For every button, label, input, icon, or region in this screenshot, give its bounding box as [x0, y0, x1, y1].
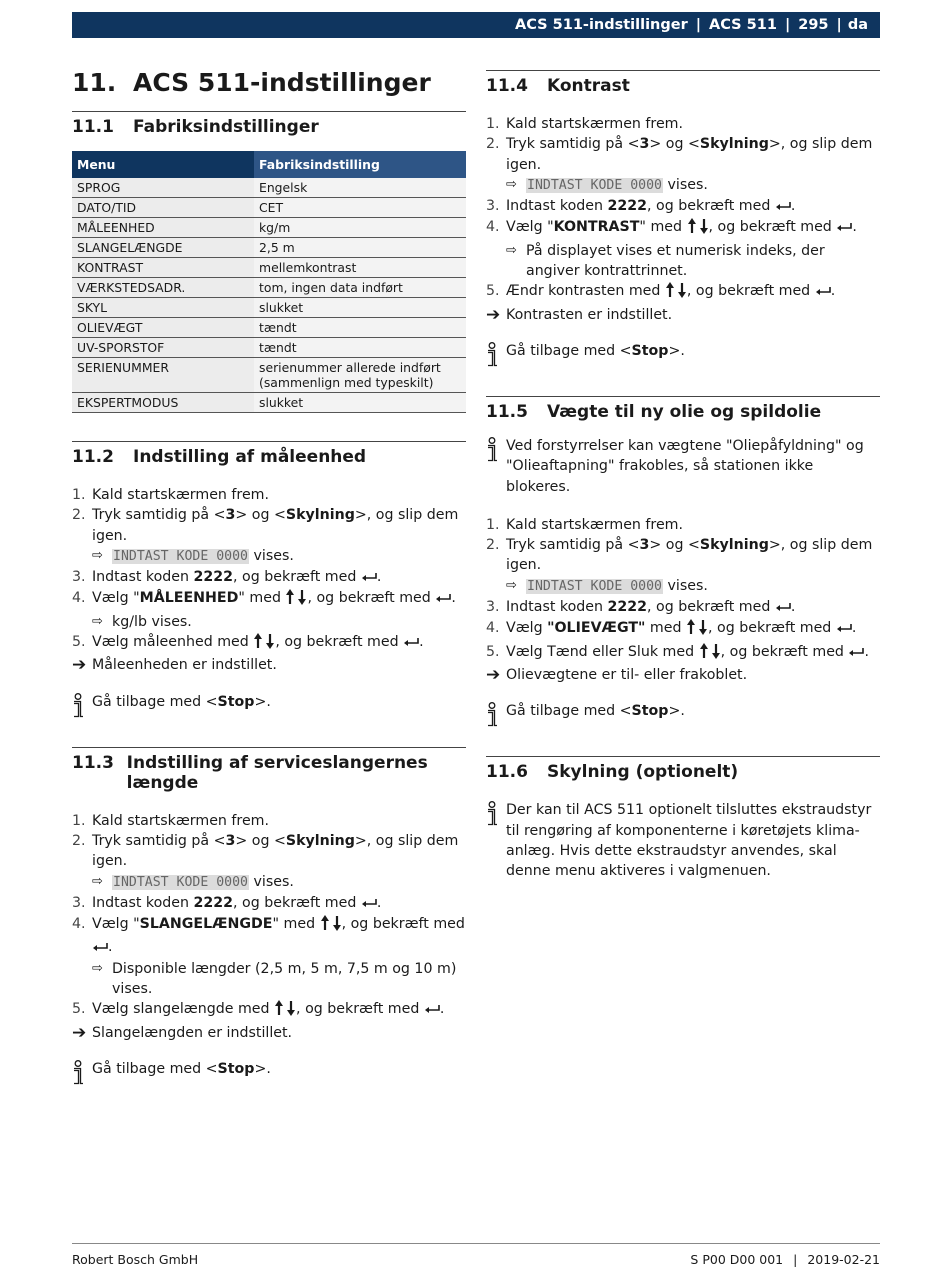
info-note: Ved forstyrrelser kan vægtene "Oliepåfyldning" og "Olieaftapning" frakobles, så stationen ikke blokeres. — [486, 436, 880, 497]
steps-list — [486, 114, 880, 325]
up-down-arrows-icon — [320, 915, 342, 937]
info-icon — [72, 1059, 92, 1086]
section-11-3-title: 11.3 Indstilling af serviceslangernes længde — [72, 747, 466, 793]
list-item: 3. Indtast koden 2222, og bekræft med . — [486, 597, 880, 618]
list-item: 5. Vælg måleenhed med , og bekræft med . — [72, 632, 466, 655]
list-item: 1. Kald startskærmen frem. — [72, 487, 269, 503]
list-item: 5. Ændr kontrasten med , og bekræft med . — [486, 281, 880, 304]
up-down-arrows-icon — [285, 589, 307, 611]
bold-arrow-icon: ➔ — [72, 1022, 87, 1043]
enter-key-icon — [424, 1000, 440, 1020]
info-note: Gå tilbage med <Stop>. — [72, 692, 466, 719]
display-code: INDTAST KODE 0000 — [527, 578, 662, 594]
enter-key-icon — [836, 218, 852, 238]
result-arrow-icon: ⇨ — [92, 547, 103, 563]
header-language: da — [847, 17, 868, 33]
list-item: ⇨ INDTAST KODE 0000 vises. — [486, 576, 880, 597]
list-item: ⇨ På displayet vises et numerisk indeks, der angiver kontrattrinnet. — [486, 241, 880, 282]
list-item: 2. Tryk samtidig på <3> og <Skylning>, og slip dem igen. — [72, 832, 459, 870]
page-footer: Robert Bosch GmbH S P00 D00 001 | 2019-02-21 — [72, 1243, 880, 1267]
section-11-1-title: 11.1 Fabriksindstillinger — [72, 111, 466, 137]
table-row: OLIEVÆGT tændt — [72, 318, 466, 338]
list-item: 4. Vælg "OLIEVÆGT" med , og bekræft med . — [486, 618, 880, 641]
list-item: 5. Vælg Tænd eller Sluk med , og bekræft med . — [486, 642, 880, 665]
steps-list — [486, 515, 880, 685]
info-icon — [72, 692, 92, 719]
steps-list — [72, 485, 466, 676]
result-line: ➔ Olievægtene er til- eller frakoblet. — [486, 664, 748, 685]
result-line: ➔ Kontrasten er indstillet. — [486, 304, 673, 325]
bold-arrow-icon: ➔ — [486, 664, 501, 685]
list-item: 4. Vælg "MÅLEENHED" med , og bekræft med . — [72, 588, 466, 611]
result-arrow-icon: ⇨ — [92, 960, 103, 976]
footer-document-number: S P00 D00 001 — [690, 1252, 784, 1267]
info-note: Der kan til ACS 511 optionelt tilsluttes ekstraudstyr til rengøring af komponenterne i køretøjets klima-anlæg. Hvis dette ekstraudstyr anvendes, skal denne menu aktiveres i valgmenuen. — [486, 800, 880, 881]
info-icon — [486, 436, 506, 497]
list-item: 1. Kald startskærmen frem. — [486, 116, 683, 132]
footer-company: Robert Bosch GmbH — [72, 1252, 199, 1267]
bold-arrow-icon: ➔ — [72, 655, 87, 676]
enter-key-icon — [836, 619, 852, 639]
enter-key-icon — [775, 197, 791, 217]
info-icon — [486, 341, 506, 368]
info-icon — [486, 701, 506, 728]
table-row: SLANGELÆNGDE 2,5 m — [72, 238, 466, 258]
footer-date: 2019-02-21 — [807, 1252, 880, 1267]
list-item: 4. Vælg "SLANGELÆNGDE" med , og bekræft med . — [72, 914, 466, 959]
display-code: INDTAST KODE 0000 — [113, 548, 248, 564]
info-note: Gå tilbage med <Stop>. — [72, 1059, 466, 1086]
list-item: 3. Indtast koden 2222, og bekræft med . — [486, 196, 880, 217]
list-item: ⇨ INDTAST KODE 0000 vises. — [72, 546, 466, 567]
table-row: SPROG Engelsk — [72, 178, 466, 198]
steps-list — [72, 811, 466, 1043]
display-code: INDTAST KODE 0000 — [113, 874, 248, 890]
up-down-arrows-icon — [686, 619, 708, 641]
table-row: SKYL slukket — [72, 298, 466, 318]
table-row: DATO/TID CET — [72, 198, 466, 218]
list-item: 5. Vælg slangelængde med , og bekræft med . — [72, 999, 466, 1022]
page-header: ACS 511-indstillinger | ACS 511 | 295 | da — [72, 12, 880, 38]
list-item: ⇨ Disponible længder (2,5 m, 5 m, 7,5 m og 10 m) vises. — [72, 959, 466, 1000]
table-row: EKSPERTMODUS slukket — [72, 393, 466, 413]
table-row: UV-SPORSTOF tændt — [72, 338, 466, 358]
enter-key-icon — [361, 894, 377, 914]
bold-arrow-icon: ➔ — [486, 304, 501, 325]
enter-key-icon — [403, 633, 419, 653]
list-item: 4. Vælg "KONTRAST" med , og bekræft med . — [486, 217, 880, 240]
up-down-arrows-icon — [253, 633, 275, 655]
enter-key-icon — [848, 643, 864, 663]
chapter-title: 11. ACS 511-indstillinger — [72, 68, 431, 97]
table-row: VÆRKSTEDSADR. tom, ingen data indført — [72, 278, 466, 298]
enter-key-icon — [775, 598, 791, 618]
right-column — [486, 60, 880, 881]
enter-key-icon — [361, 568, 377, 588]
list-item: 3. Indtast koden 2222, og bekræft med . — [72, 893, 466, 914]
display-code: INDTAST KODE 0000 — [527, 177, 662, 193]
table-row: SERIENUMMER serienummer allerede indført (sammenlign med typeskilt) — [72, 358, 466, 393]
up-down-arrows-icon — [687, 218, 709, 240]
left-column — [72, 60, 466, 1086]
list-item: 2. Tryk samtidig på <3> og <Skylning>, og slip dem igen. — [486, 537, 873, 574]
header-page-number: 295 — [798, 17, 829, 33]
header-title: ACS 511-indstillinger — [515, 17, 688, 33]
list-item: ⇨ INDTAST KODE 0000 vises. — [486, 175, 880, 196]
up-down-arrows-icon — [699, 643, 721, 665]
result-line: ➔ Måleenheden er indstillet. — [72, 655, 277, 676]
section-11-6-title: 11.6 Skylning (optionelt) — [486, 756, 880, 782]
list-item: 1. Kald startskærmen frem. — [72, 812, 269, 829]
factory-settings-table — [72, 151, 466, 413]
enter-key-icon — [92, 938, 108, 958]
result-arrow-icon: ⇨ — [506, 577, 517, 593]
list-item: 3. Indtast koden 2222, og bekræft med . — [72, 567, 466, 588]
list-item: ⇨ kg/lb vises. — [72, 612, 466, 632]
enter-key-icon — [815, 282, 831, 302]
info-icon — [486, 800, 506, 881]
table-header-factory-setting: Fabriksindstilling — [254, 151, 466, 178]
result-line: ➔ Slangelængden er indstillet. — [72, 1022, 293, 1043]
enter-key-icon — [435, 589, 451, 609]
result-arrow-icon: ⇨ — [92, 873, 103, 889]
section-11-2-title: 11.2 Indstilling af måleenhed — [72, 441, 466, 467]
list-item: 2. Tryk samtidig på <3> og <Skylning>, og slip dem igen. — [72, 507, 459, 544]
table-row: KONTRAST mellemkontrast — [72, 258, 466, 278]
result-arrow-icon: ⇨ — [506, 176, 517, 192]
up-down-arrows-icon — [665, 282, 687, 304]
result-arrow-icon: ⇨ — [506, 242, 517, 258]
section-11-4-title: 11.4 Kontrast — [486, 70, 880, 96]
up-down-arrows-icon — [274, 1000, 296, 1022]
header-product: ACS 511 — [709, 17, 777, 33]
list-item: ⇨ INDTAST KODE 0000 vises. — [72, 872, 466, 893]
section-11-5-title: 11.5 Vægte til ny olie og spildolie — [486, 396, 880, 422]
table-row: MÅLEENHED kg/m — [72, 218, 466, 238]
info-note: Gå tilbage med <Stop>. — [486, 341, 880, 368]
list-item: 1. Kald startskærmen frem. — [486, 516, 683, 533]
result-arrow-icon: ⇨ — [92, 613, 103, 629]
list-item: 2. Tryk samtidig på <3> og <Skylning>, og slip dem igen. — [486, 136, 873, 173]
table-header-menu: Menu — [72, 151, 254, 178]
info-note: Gå tilbage med <Stop>. — [486, 701, 880, 728]
